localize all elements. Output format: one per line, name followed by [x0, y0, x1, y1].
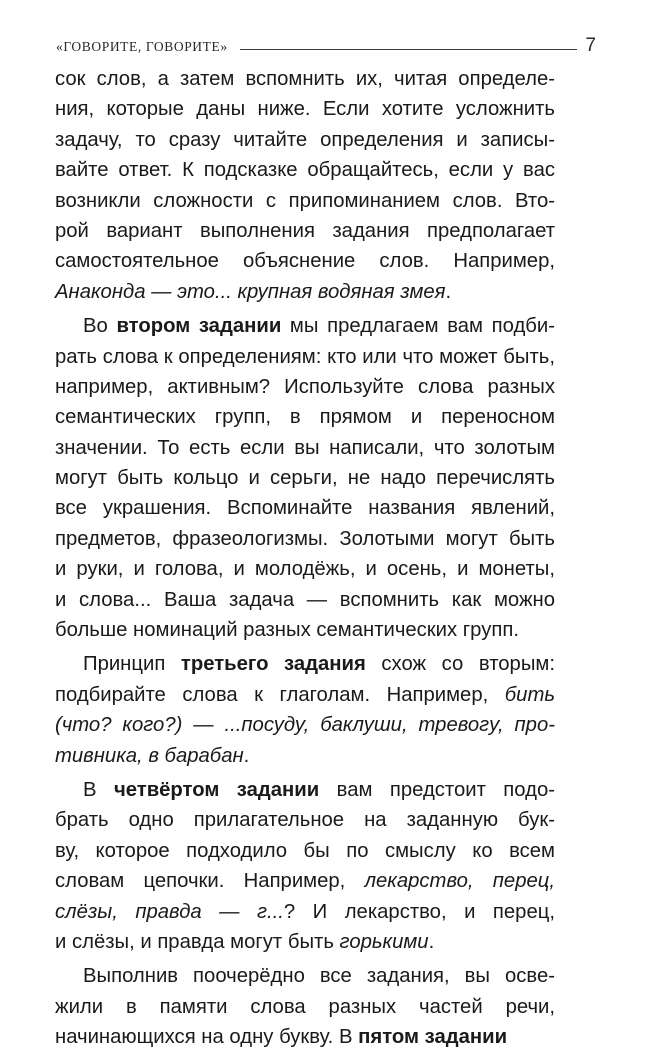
- italic-text: тивника, в барабан: [55, 744, 244, 767]
- text-run: брать одно прилагательное на заданную бук-: [55, 809, 555, 832]
- text-line: [55, 741, 555, 771]
- text-line: [55, 433, 555, 463]
- text-line: [55, 897, 555, 927]
- text-run: словам цепочки. Например,: [55, 870, 365, 893]
- text-line: [55, 680, 555, 710]
- text-run: ния, которые даны ниже. Если хотите усложнить: [55, 98, 555, 121]
- text-line: [55, 94, 555, 124]
- text-run: и слова... Ваша задача — вспомнить как можно: [55, 588, 555, 611]
- text-run: рать слова к определениям: кто или что может быть,: [55, 345, 555, 368]
- text-line: [55, 836, 555, 866]
- bold-text: четвёртом задании: [113, 778, 320, 801]
- text-line: [55, 372, 555, 402]
- text-line: [55, 554, 555, 584]
- text-run: ? И лекарство, и перец,: [283, 900, 555, 923]
- text-run: все украшения. Вспоминайте названия явлений,: [55, 497, 555, 520]
- text-line: [55, 311, 555, 341]
- text-run: ву, которое подходило бы по смыслу ко всем: [55, 839, 555, 862]
- italic-text: Анаконда — это... крупная водяная змея: [55, 280, 446, 303]
- paragraph: [55, 649, 555, 771]
- text-line: [55, 402, 555, 432]
- text-run: и руки, и голова, и молодёжь, и осень, и монеты,: [55, 558, 555, 581]
- paragraph: [55, 64, 555, 307]
- text-run: начинающихся на одну букву. В: [55, 1026, 359, 1049]
- text-run: схож со вторым:: [365, 653, 555, 676]
- text-line: [55, 775, 555, 805]
- text-line: [55, 155, 555, 185]
- text-line: [55, 710, 555, 740]
- text-run: вайте ответ. К подсказке обращайтесь, если у вас: [55, 159, 555, 182]
- bold-text: третьего задания: [180, 653, 366, 676]
- italic-text: лекарство, перец,: [364, 870, 555, 893]
- page-number: 7: [585, 35, 596, 56]
- body-text: [55, 64, 555, 1053]
- header-rule: [240, 49, 578, 50]
- text-line: [55, 992, 555, 1022]
- text-run: например, активным? Используйте слова разных: [55, 375, 555, 398]
- text-line: [55, 615, 555, 645]
- text-run: рой вариант выполнения задания предполагает: [55, 219, 555, 242]
- running-title: «ГОВОРИТЕ, ГОВОРИТЕ»: [56, 39, 228, 54]
- italic-text: слёзы, правда — г...: [55, 900, 284, 923]
- text-run: подбирайте слова к глаголам. Например,: [55, 683, 505, 706]
- text-run: и слёзы, и правда могут быть: [55, 930, 340, 953]
- text-run: жили в памяти слова разных частей речи,: [55, 995, 555, 1018]
- text-run: Во: [83, 315, 117, 338]
- text-line: [55, 927, 555, 957]
- text-run: задачу, то сразу читайте определения и записы-: [55, 128, 555, 151]
- text-run: Выполнив поочерёдно все задания, вы осве-: [83, 965, 555, 988]
- paragraph: [55, 311, 555, 645]
- text-run: самостоятельное объяснение слов. Например,: [55, 250, 555, 273]
- text-run: могут быть кольцо и серьги, не надо перечислять: [55, 467, 555, 490]
- text-line: [55, 463, 555, 493]
- text-run: вам предстоит подо-: [319, 778, 555, 801]
- page-header: [56, 31, 596, 57]
- text-run: предметов, фразеологизмы. Золотыми могут быть: [55, 527, 555, 550]
- text-line: [55, 246, 555, 276]
- text-run: семантических групп, в прямом и переносном: [55, 406, 555, 429]
- text-run: сок слов, а затем вспомнить их, читая определе-: [55, 68, 555, 90]
- italic-text: (что? кого?) — ...посуду, баклуши, тревогу, про-: [55, 714, 555, 737]
- text-line: [55, 961, 555, 991]
- text-line: [55, 649, 555, 679]
- text-line: [55, 277, 555, 307]
- text-run: .: [428, 930, 435, 953]
- text-run: мы предлагаем вам подби-: [281, 315, 555, 338]
- italic-text: горькими: [339, 930, 429, 953]
- text-line: [55, 342, 555, 372]
- text-line: [55, 585, 555, 615]
- text-run: .: [243, 744, 250, 767]
- text-run: больше номинаций разных семантических групп.: [55, 619, 519, 642]
- text-line: [55, 186, 555, 216]
- text-run: В: [83, 778, 114, 801]
- bold-text: втором задании: [116, 315, 282, 338]
- text-run: значении. То есть если вы написали, что золотым: [55, 436, 555, 459]
- text-line: [55, 866, 555, 896]
- italic-text: бить: [504, 683, 555, 706]
- text-run: возникли сложности с припоминанием слов. Вто-: [55, 189, 555, 212]
- paragraph: [55, 961, 555, 1052]
- text-run: .: [445, 280, 452, 303]
- text-line: [55, 1022, 555, 1052]
- bold-text: пятом задании: [358, 1026, 508, 1049]
- text-line: [55, 216, 555, 246]
- text-line: [55, 805, 555, 835]
- paragraph: [55, 775, 555, 957]
- text-line: [55, 524, 555, 554]
- text-line: [55, 64, 555, 94]
- text-run: Принцип: [83, 653, 181, 676]
- text-line: [55, 493, 555, 523]
- text-line: [55, 125, 555, 155]
